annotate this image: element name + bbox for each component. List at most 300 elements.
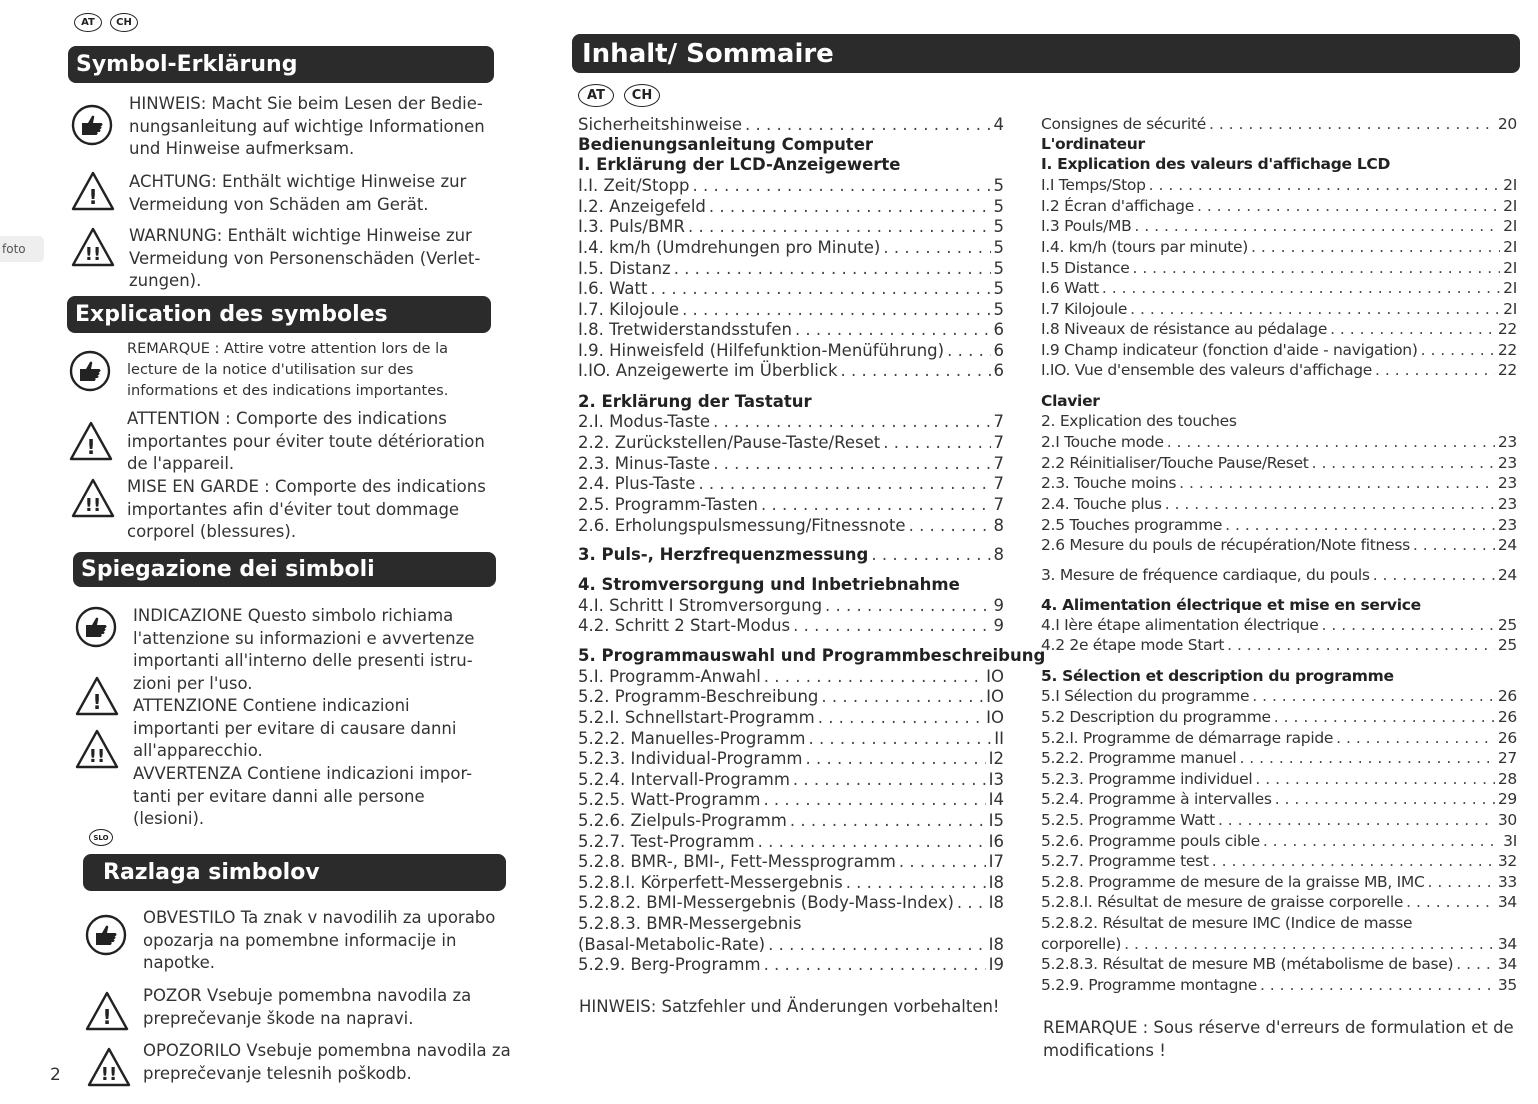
danger-triangle-icon — [70, 477, 116, 523]
toc-entry-page: 33 — [1497, 873, 1517, 891]
toc-entry[interactable] — [1041, 790, 1517, 810]
toc-entry[interactable] — [1041, 811, 1517, 831]
section-heading-fr — [67, 296, 491, 333]
svg-text:!: ! — [88, 185, 98, 209]
toc-entry-page: 26 — [1497, 687, 1517, 705]
toc-leader-dots — [883, 433, 990, 452]
toc-entry[interactable] — [1041, 636, 1517, 656]
toc-entry[interactable] — [1041, 300, 1517, 320]
toc-leader-dots — [688, 217, 991, 236]
toc-entry-label: 5.2. Programm-Beschreibung — [578, 687, 819, 706]
toc-entry-page: 7 — [993, 474, 1004, 493]
toc-entry-page: 4 — [993, 115, 1004, 134]
toc-entry-page: 2I — [1503, 279, 1517, 297]
toc-entry-page: 23 — [1497, 516, 1517, 534]
toc-entry-label: I.5 Distance — [1041, 259, 1130, 277]
toc-entry[interactable] — [1041, 536, 1517, 556]
toc-entry-label: 2.3. Touche moins — [1041, 474, 1177, 492]
toc-entry[interactable] — [1041, 955, 1517, 975]
note-german: HINWEIS: Satzfehler und Änderungen vorbehalten! — [579, 997, 1000, 1016]
toc-entry-label: 2.6 Mesure du pouls de récupération/Note fitness — [1041, 536, 1410, 554]
toc-entry[interactable] — [578, 155, 1004, 175]
toc-entry-label: I.I. Zeit/Stopp — [578, 176, 690, 195]
toc-entry-page: 34 — [1497, 955, 1517, 973]
toc-entry-label: 5.2.6. Programme pouls cible — [1041, 832, 1260, 850]
toc-entry-label: 5.2.5. Watt-Programm — [578, 790, 761, 809]
toc-entry[interactable] — [1041, 217, 1517, 237]
toc-entry-page: I8 — [988, 893, 1004, 912]
toc-leader-dots — [1260, 976, 1495, 994]
toc-entry-page: 22 — [1497, 361, 1517, 379]
toc-entry[interactable] — [578, 392, 1004, 412]
toc-leader-dots — [909, 516, 991, 535]
toc-entry-label: I.6. Watt — [578, 279, 648, 298]
toc-entry[interactable] — [578, 811, 1004, 831]
toc-entry[interactable] — [578, 790, 1004, 810]
toc-entry-page: I7 — [988, 852, 1004, 871]
toc-leader-dots — [1421, 341, 1495, 359]
toc-entry[interactable] — [578, 361, 1004, 381]
toc-entry[interactable] — [578, 454, 1004, 474]
toc-entry-label: I.7 Kilojoule — [1041, 300, 1128, 318]
toc-entry[interactable] — [1041, 176, 1517, 196]
toc-entry-label: 5.2.4. Programme à intervalles — [1041, 790, 1272, 808]
toc-leader-dots — [1255, 770, 1494, 788]
toc-entry-label: 5.2.8.2. Résultat de mesure IMC (Indice de masse — [1041, 914, 1413, 932]
toc-leader-dots — [1149, 176, 1501, 194]
toc-entry[interactable] — [1041, 616, 1517, 636]
toc-entry-label: I.9. Hinweisfeld (Hilfefunktion-Menüführung) — [578, 341, 945, 360]
toc-entry-label: 2.6. Erholungspulsmessung/Fitnessnote — [578, 516, 906, 535]
page-number: 2 — [50, 1065, 61, 1085]
toc-entry[interactable] — [1041, 729, 1517, 749]
toc-entry-label: I.4. km/h (tours par minute) — [1041, 238, 1249, 256]
toc-leader-dots — [709, 197, 991, 216]
toc-entry-page: 5 — [993, 238, 1004, 257]
toc-entry-page: 28 — [1497, 770, 1517, 788]
section-heading-it — [73, 552, 496, 587]
warning-triangle-icon — [74, 675, 120, 721]
toc-entry-page: I9 — [988, 955, 1004, 974]
toc-entry-page: I5 — [988, 811, 1004, 830]
toc-entry-page: 32 — [1497, 852, 1517, 870]
badge-at: AT — [74, 13, 102, 32]
toc-leader-dots — [1165, 495, 1495, 513]
toc-entry-page: 5 — [993, 176, 1004, 195]
toc-leader-dots — [768, 935, 986, 954]
toc-entry-label: 5.2.2. Manuelles-Programm — [578, 729, 806, 748]
toc-entry-label: L'ordinateur — [1041, 135, 1145, 153]
toc-entry-label: 5.2.5. Programme Watt — [1041, 811, 1215, 829]
toc-entry-label: 4.I. Schritt I Stromversorgung — [578, 596, 823, 615]
danger-triangle-icon — [70, 226, 116, 272]
toc-entry-label: 5.2.7. Test-Programm — [578, 832, 755, 851]
toc-entry-page: 26 — [1497, 708, 1517, 726]
toc-entry-page: I8 — [988, 873, 1004, 892]
toc-entry[interactable] — [578, 495, 1004, 515]
danger-triangle-icon — [74, 728, 120, 774]
toc-entry-page: 22 — [1497, 320, 1517, 338]
toc-entry-label: 5.2.8.I. Körperfett-Messergebnis — [578, 873, 843, 892]
note-french: REMARQUE : Sous réserve d'erreurs de formulation et de modifications ! — [1043, 1018, 1514, 1060]
toc-entry-page: 2I — [1503, 300, 1517, 318]
toc-entry-label: I.2 Écran d'affichage — [1041, 197, 1194, 215]
svg-text:!!: !! — [84, 244, 102, 265]
toc-entry-page: 5 — [993, 300, 1004, 319]
toc-french — [1041, 113, 1517, 1003]
toc-entry-label: corporelle) — [1041, 935, 1122, 953]
svg-text:!: ! — [102, 1005, 112, 1029]
heading-text: Symbol-Erklärung — [76, 52, 298, 77]
toc-entry[interactable] — [578, 596, 1004, 616]
toc-entry-page: 23 — [1497, 474, 1517, 492]
toc-entry[interactable] — [578, 279, 1004, 299]
toc-entry-page: 23 — [1497, 495, 1517, 513]
toc-entry[interactable] — [1041, 687, 1517, 707]
toc-entry-label: 5.2.8.3. Résultat de mesure MB (métabolisme de base) — [1041, 955, 1454, 973]
toc-entry-label: I.8. Tretwiderstandsstufen — [578, 320, 792, 339]
toc-entry[interactable] — [1041, 433, 1517, 453]
toc-entry[interactable] — [578, 300, 1004, 320]
toc-entry-page: 7 — [993, 433, 1004, 452]
heading-text: Razlaga simbolov — [103, 860, 320, 885]
toc-entry-label: Bedienungsanleitung Computer — [578, 135, 874, 154]
toc-entry-label: I.IO. Anzeigewerte im Überblick — [578, 361, 838, 380]
toc-leader-dots — [1312, 454, 1495, 472]
toc-leader-dots — [1456, 955, 1495, 973]
toc-leader-dots — [650, 279, 990, 298]
toc-entry-label: 4. Stromversorgung und Inbetriebnahme — [578, 575, 960, 594]
toc-entry[interactable] — [1041, 341, 1517, 361]
toc-leader-dots — [1212, 852, 1495, 870]
toc-leader-dots — [1179, 474, 1495, 492]
toc-leader-dots — [682, 300, 990, 319]
toc-entry-label: 2.3. Minus-Taste — [578, 454, 711, 473]
country-badges-left — [74, 13, 138, 32]
toc-entry-page: IO — [986, 708, 1004, 727]
toc-entry[interactable] — [578, 238, 1004, 258]
toc-entry-label: 5. Programmauswahl und Programmbeschreibung — [578, 646, 1046, 665]
toc-entry-page: 6 — [993, 320, 1004, 339]
toc-entry[interactable] — [578, 217, 1004, 237]
toc-entry-label: I.9 Champ indicateur (fonction d'aide - navigation) — [1041, 341, 1418, 359]
symbol-text: OPOZORILO Vsebuje pomembna navodila za preprečevanje telesnih poškodb. — [143, 1041, 511, 1083]
toc-entry-page: IO — [986, 667, 1004, 686]
toc-entry[interactable] — [578, 955, 1004, 975]
toc-entry-page: 26 — [1497, 729, 1517, 747]
toc-entry[interactable] — [1041, 596, 1517, 616]
toc-entry-label: I.3 Pouls/MB — [1041, 217, 1132, 235]
toc-entry[interactable] — [578, 433, 1004, 453]
badge-ch: CH — [624, 84, 660, 107]
toc-entry-page: 27 — [1497, 749, 1517, 767]
toc-entry-label: 2.4. Touche plus — [1041, 495, 1162, 513]
toc-leader-dots — [1322, 616, 1495, 634]
toc-entry[interactable] — [578, 412, 1004, 432]
section-heading-de — [68, 46, 494, 83]
toc-entry[interactable] — [1041, 708, 1517, 728]
toc-entry[interactable] — [578, 646, 1046, 666]
symbol-text: ATTENTION : Comporte des indications importantes pour éviter toute détérioration de l'appareil. — [127, 409, 485, 473]
toc-entry-page: I6 — [988, 832, 1004, 851]
toc-entry-page: 2I — [1503, 259, 1517, 277]
toc-leader-dots — [1274, 708, 1495, 726]
badge-at: AT — [578, 84, 614, 107]
toc-entry-page: 22 — [1497, 341, 1517, 359]
toc-entry-page: IO — [986, 687, 1004, 706]
toc-leader-dots — [947, 341, 990, 360]
toc-entry-page: 7 — [993, 412, 1004, 431]
toc-entry[interactable] — [578, 115, 1004, 135]
toc-entry[interactable] — [578, 197, 1004, 217]
toc-entry[interactable] — [1041, 935, 1517, 955]
toc-entry-label: 2.I Touche mode — [1041, 433, 1164, 451]
symbol-text: REMARQUE : Attire votre attention lors de la lecture de la notice d'utilisation sur des informations et des indications importantes. — [127, 341, 449, 399]
heading-text: Spiegazione dei simboli — [81, 557, 375, 582]
toc-leader-dots — [1413, 536, 1495, 554]
toc-entry-page: 25 — [1497, 636, 1517, 654]
toc-entry-label: I. Erklärung der LCD-Anzeigewerte — [578, 155, 901, 174]
toc-leader-dots — [841, 361, 991, 380]
toc-leader-dots — [1197, 197, 1500, 215]
toc-entry-label: 5.2.9. Berg-Programm — [578, 955, 761, 974]
toc-entry-label: 5.2.8.I. Résultat de mesure de graisse corporelle — [1041, 893, 1404, 911]
toc-entry[interactable] — [1041, 976, 1517, 996]
toc-leader-dots — [793, 616, 990, 635]
toc-entry-page: 23 — [1497, 454, 1517, 472]
toc-entry-label: 2.5. Programm-Tasten — [578, 495, 758, 514]
toc-leader-dots — [1275, 790, 1495, 808]
toc-entry-label: 4. Alimentation électrique et mise en service — [1041, 596, 1421, 614]
svg-text:!: ! — [92, 690, 102, 714]
toc-entry[interactable] — [578, 176, 1004, 196]
toc-leader-dots — [693, 176, 991, 195]
toc-entry[interactable] — [578, 873, 1004, 893]
toc-leader-dots — [761, 495, 991, 514]
toc-leader-dots — [698, 474, 990, 493]
toc-leader-dots — [745, 115, 991, 134]
toc-leader-dots — [1227, 636, 1495, 654]
side-tab[interactable] — [0, 236, 44, 262]
toc-entry[interactable] — [1041, 115, 1517, 135]
side-tab-label: foto — [2, 242, 26, 256]
toc-entry[interactable] — [1041, 667, 1517, 687]
toc-leader-dots — [713, 412, 990, 431]
toc-entry[interactable] — [578, 516, 1004, 536]
toc-entry-label: I.5. Distanz — [578, 259, 671, 278]
toc-entry[interactable] — [578, 770, 1004, 790]
toc-entry-label: I.7. Kilojoule — [578, 300, 680, 319]
toc-entry-label: 3. Puls-, Herzfrequenzmessung — [578, 545, 869, 564]
toc-entry[interactable] — [1041, 516, 1517, 536]
toc-entry[interactable] — [578, 687, 1004, 707]
toc-heading-text: Inhalt/ Sommaire — [582, 38, 834, 69]
toc-entry[interactable] — [1041, 474, 1517, 494]
toc-leader-dots — [1406, 893, 1495, 911]
hand-icon — [68, 349, 112, 397]
toc-entry[interactable] — [578, 935, 1004, 955]
toc-leader-dots — [821, 687, 983, 706]
toc-entry-label: 5.2.4. Intervall-Programm — [578, 770, 790, 789]
toc-leader-dots — [1102, 279, 1500, 297]
toc-leader-dots — [764, 667, 983, 686]
toc-entry[interactable] — [1041, 361, 1517, 381]
toc-heading — [572, 34, 1520, 73]
toc-entry[interactable] — [578, 667, 1004, 687]
badge-ch: CH — [110, 13, 138, 32]
toc-entry-label: 2.4. Plus-Taste — [578, 474, 696, 493]
toc-entry[interactable] — [578, 616, 1004, 636]
toc-entry-page: I4 — [988, 790, 1004, 809]
toc-entry-label: 2.2. Zurückstellen/Pause-Taste/Reset — [578, 433, 881, 452]
toc-entry[interactable] — [1041, 454, 1517, 474]
toc-entry[interactable] — [1041, 893, 1517, 913]
toc-entry[interactable] — [1041, 279, 1517, 299]
toc-entry[interactable] — [578, 729, 1004, 749]
toc-entry-page: 7 — [993, 495, 1004, 514]
toc-entry[interactable] — [1041, 914, 1517, 934]
toc-entry-page: 34 — [1497, 935, 1517, 953]
toc-entry[interactable] — [1041, 135, 1517, 155]
toc-entry-label: 2.I. Modus-Taste — [578, 412, 711, 431]
toc-entry-label: 3. Mesure de fréquence cardiaque, du pouls — [1041, 566, 1370, 584]
toc-entry[interactable] — [578, 852, 1004, 872]
toc-entry-label: 5.2.6. Zielpuls-Programm — [578, 811, 787, 830]
toc-leader-dots — [846, 873, 986, 892]
toc-entry-label: 5. Sélection et description du programme — [1041, 667, 1394, 685]
toc-leader-dots — [1251, 238, 1500, 256]
toc-leader-dots — [713, 454, 990, 473]
toc-entry-label: 5.2.I. Programme de démarrage rapide — [1041, 729, 1334, 747]
toc-leader-dots — [1252, 687, 1495, 705]
svg-text:!!: !! — [100, 1064, 118, 1085]
toc-entry[interactable] — [1041, 320, 1517, 340]
toc-leader-dots — [764, 955, 986, 974]
toc-entry[interactable] — [1041, 749, 1517, 769]
toc-entry-page: I8 — [988, 935, 1004, 954]
danger-triangle-icon — [86, 1046, 132, 1092]
toc-entry-label: I.6 Watt — [1041, 279, 1099, 297]
toc-entry-page: 24 — [1497, 566, 1517, 584]
toc-entry[interactable] — [578, 259, 1004, 279]
svg-text:!!: !! — [84, 495, 102, 516]
toc-entry[interactable] — [1041, 259, 1517, 279]
toc-leader-dots — [1124, 935, 1495, 953]
toc-leader-dots — [957, 893, 986, 912]
toc-entry-label: I.3. Puls/BMR — [578, 217, 685, 236]
toc-entry-page: I2 — [988, 749, 1004, 768]
toc-entry[interactable] — [578, 135, 1004, 155]
badge-slo: SLO — [89, 829, 113, 846]
toc-entry[interactable] — [578, 893, 1004, 913]
toc-entry-label: I.8 Niveaux de résistance au pédalage — [1041, 320, 1328, 338]
toc-entry-label: 4.2. Schritt 2 Start-Modus — [578, 616, 791, 635]
toc-entry[interactable] — [1041, 832, 1517, 852]
toc-entry[interactable] — [1041, 852, 1517, 872]
toc-entry[interactable] — [578, 708, 1004, 728]
symbol-text: MISE EN GARDE : Comporte des indications importantes afin d'éviter tout dommage corporel (blessures). — [127, 477, 486, 541]
toc-entry[interactable] — [578, 832, 1004, 852]
toc-entry[interactable] — [1041, 238, 1517, 258]
toc-entry-label: (Basal-Metabolic-Rate) — [578, 935, 766, 954]
toc-entry[interactable] — [1041, 412, 1517, 432]
toc-entry-label: Clavier — [1041, 392, 1100, 410]
toc-entry-page: 8 — [993, 545, 1004, 564]
hand-icon — [84, 913, 128, 961]
toc-entry-label: 5.I. Programm-Anwahl — [578, 667, 761, 686]
toc-entry-label: 5.I Sélection du programme — [1041, 687, 1250, 705]
section-heading-slo — [83, 854, 506, 891]
toc-entry[interactable] — [578, 914, 1004, 934]
symbol-text: INDICAZIONE Questo simbolo richiama l'attenzione su informazioni e avvertenze importanti all'interno delle presenti istru- zioni per l'uso. — [133, 606, 475, 693]
toc-entry[interactable] — [1041, 873, 1517, 893]
toc-entry[interactable] — [578, 749, 1004, 769]
toc-leader-dots — [790, 811, 986, 830]
toc-entry-page: 2I — [1503, 197, 1517, 215]
toc-leader-dots — [1225, 516, 1495, 534]
toc-entry[interactable] — [578, 320, 1004, 340]
toc-entry[interactable] — [578, 545, 1004, 565]
toc-leader-dots — [1239, 749, 1494, 767]
toc-entry-label: 5.2.8.2. BMI-Messergebnis (Body-Mass-Index) — [578, 893, 954, 912]
toc-entry-page: I3 — [988, 770, 1004, 789]
toc-entry[interactable] — [578, 341, 1004, 361]
toc-entry-label: 5.2.I. Schnellstart-Programm — [578, 708, 815, 727]
toc-entry[interactable] — [1041, 566, 1517, 586]
toc-entry-page: 3I — [1503, 832, 1517, 850]
toc-entry-page: II — [994, 729, 1004, 748]
toc-entry-page: 23 — [1497, 433, 1517, 451]
toc-leader-dots — [818, 708, 983, 727]
toc-entry-label: 5.2.7. Programme test — [1041, 852, 1209, 870]
toc-entry-label: I.2. Anzeigefeld — [578, 197, 706, 216]
toc-entry-page: 5 — [993, 217, 1004, 236]
toc-entry-label: I.IO. Vue d'ensemble des valeurs d'affichage — [1041, 361, 1373, 379]
warning-triangle-icon — [70, 170, 116, 216]
toc-entry[interactable] — [1041, 770, 1517, 790]
toc-leader-dots — [795, 320, 991, 339]
toc-entry[interactable] — [578, 474, 1004, 494]
toc-entry-label: 5.2.8. Programme de mesure de la graisse MB, IMC — [1041, 873, 1425, 891]
toc-entry-label: I. Explication des valeurs d'affichage LCD — [1041, 155, 1391, 173]
symbol-text: WARNUNG: Enthält wichtige Hinweise zur Vermeidung von Personenschäden (Verlet- zungen). — [129, 226, 481, 290]
warning-triangle-icon — [84, 990, 130, 1036]
toc-entry-page: 30 — [1497, 811, 1517, 829]
toc-leader-dots — [871, 545, 990, 564]
toc-leader-dots — [825, 596, 990, 615]
toc-leader-dots — [1336, 729, 1495, 747]
svg-text:!!: !! — [88, 746, 106, 767]
toc-entry-label: 5.2.2. Programme manuel — [1041, 749, 1237, 767]
toc-leader-dots — [1134, 217, 1500, 235]
toc-entry[interactable] — [1041, 197, 1517, 217]
toc-leader-dots — [1209, 115, 1495, 133]
toc-entry-page: 6 — [993, 341, 1004, 360]
toc-entry[interactable] — [1041, 495, 1517, 515]
toc-entry[interactable] — [1041, 155, 1517, 175]
toc-entry[interactable] — [1041, 392, 1517, 412]
toc-entry-label: 5.2.3. Programme individuel — [1041, 770, 1253, 788]
toc-leader-dots — [883, 238, 990, 257]
toc-leader-dots — [1373, 566, 1495, 584]
symbol-text: OBVESTILO Ta znak v navodilih za uporabo opozarja na pomembne informacije in napotke. — [143, 908, 496, 972]
toc-entry-page: 24 — [1497, 536, 1517, 554]
toc-leader-dots — [1132, 259, 1500, 277]
toc-leader-dots — [1218, 811, 1495, 829]
toc-entry[interactable] — [578, 575, 1004, 595]
toc-leader-dots — [793, 770, 986, 789]
toc-entry-label: 2. Erklärung der Tastatur — [578, 392, 812, 411]
